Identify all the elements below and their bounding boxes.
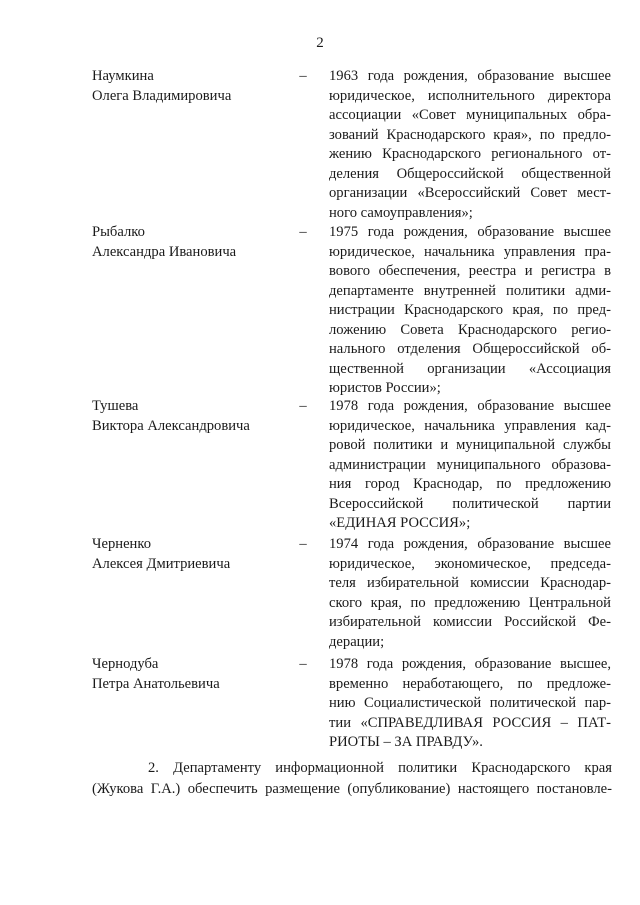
person-given-names: Александра Ивановича bbox=[92, 243, 237, 260]
desc-line: организации «Всероссийский Совет мест- bbox=[329, 185, 611, 201]
person-given-names: Олега Владимировича bbox=[92, 87, 232, 104]
desc-line: администрации муниципального образова- bbox=[329, 456, 611, 473]
person-description bbox=[329, 535, 611, 652]
entry-dash: – bbox=[299, 398, 307, 414]
person-description bbox=[329, 655, 611, 753]
desc-line: 1974 года рождения, образование высшее bbox=[329, 536, 611, 552]
desc-line: юридическое, начальника управления пра- bbox=[329, 243, 611, 260]
desc-line: ния город Краснодар, по предложению bbox=[329, 476, 611, 492]
person-surname: Чернодуба bbox=[92, 656, 159, 672]
desc-line: вового обеспечения, реестра и регистра в bbox=[329, 263, 611, 279]
person-given-names: Алексея Дмитриевича bbox=[92, 555, 231, 572]
clause-2 bbox=[92, 758, 612, 800]
desc-line: ного самоуправления»; bbox=[329, 204, 473, 221]
desc-line: временно неработающего, по предложе- bbox=[329, 675, 611, 692]
desc-line: щественной организации «Ассоциация bbox=[329, 360, 611, 377]
person-name bbox=[92, 655, 292, 694]
desc-line: РИОТЫ – ЗА ПРАВДУ». bbox=[329, 734, 483, 750]
desc-line: нального отделения Общероссийской об- bbox=[329, 341, 611, 357]
person-surname: Тушева bbox=[92, 398, 139, 414]
desc-line: юристов России»; bbox=[329, 380, 441, 396]
person-given-names: Петра Анатольевича bbox=[92, 675, 220, 692]
person-surname: Рыбалко bbox=[92, 224, 145, 240]
desc-line: департаменте внутренней политики адми- bbox=[329, 282, 611, 299]
page-number: 2 bbox=[316, 35, 324, 51]
desc-line: деления Общероссийской общественной bbox=[329, 165, 611, 182]
desc-line: нистрации Краснодарского края, по пред- bbox=[329, 302, 611, 318]
desc-line: 1963 года рождения, образование высшее bbox=[329, 68, 611, 84]
person-surname: Черненко bbox=[92, 536, 152, 552]
desc-line: ского края, по предложению Центральной bbox=[329, 594, 611, 611]
desc-line: юридическое, исполнительного директора bbox=[329, 87, 611, 104]
desc-line: ассоциации «Совет муниципальных обра- bbox=[329, 107, 611, 123]
desc-line: юридическое, начальника управления кад- bbox=[329, 417, 611, 434]
desc-line: зований Краснодарского края», по предло- bbox=[329, 126, 611, 143]
desc-line: дерации; bbox=[329, 633, 385, 650]
person-surname: Наумкина bbox=[92, 68, 154, 84]
person-name bbox=[92, 535, 292, 574]
person-description bbox=[329, 67, 611, 223]
clause-line: 2. Департаменту информационной политики Краснодарского края bbox=[148, 760, 612, 776]
entry-dash: – bbox=[299, 536, 307, 552]
entry-dash: – bbox=[299, 68, 307, 84]
desc-line: избирательной комиссии Российской Фе- bbox=[329, 614, 611, 630]
desc-line: нию Социалистической политической пар- bbox=[329, 695, 611, 711]
person-name bbox=[92, 67, 292, 106]
desc-line: Всероссийской политической партии bbox=[329, 495, 611, 512]
entry-dash: – bbox=[299, 224, 307, 240]
person-given-names: Виктора Александровича bbox=[92, 417, 250, 434]
person-name bbox=[92, 397, 292, 436]
person-name bbox=[92, 223, 292, 262]
desc-line: ровой политики и муниципальной службы bbox=[329, 437, 611, 453]
clause-line: (Жукова Г.А.) обеспечить размещение (опубликование) настоящего постановле- bbox=[92, 781, 612, 797]
desc-line: теля избирательной комиссии Краснодар- bbox=[329, 575, 611, 591]
desc-line: 1978 года рождения, образование высшее bbox=[329, 398, 611, 414]
desc-line: юридическое, экономическое, председа- bbox=[329, 555, 611, 572]
desc-line: жению Краснодарского регионального от- bbox=[329, 146, 611, 162]
desc-line: тии «СПРАВЕДЛИВАЯ РОССИЯ – ПАТ- bbox=[329, 714, 611, 731]
person-description bbox=[329, 223, 611, 399]
desc-line: 1978 года рождения, образование высшее, bbox=[329, 656, 611, 672]
person-description bbox=[329, 397, 611, 534]
desc-line: ложению Совета Краснодарского регио- bbox=[329, 321, 611, 338]
desc-line: 1975 года рождения, образование высшее bbox=[329, 224, 611, 240]
desc-line: «ЕДИНАЯ РОССИЯ»; bbox=[329, 515, 471, 531]
entry-dash: – bbox=[299, 656, 307, 672]
